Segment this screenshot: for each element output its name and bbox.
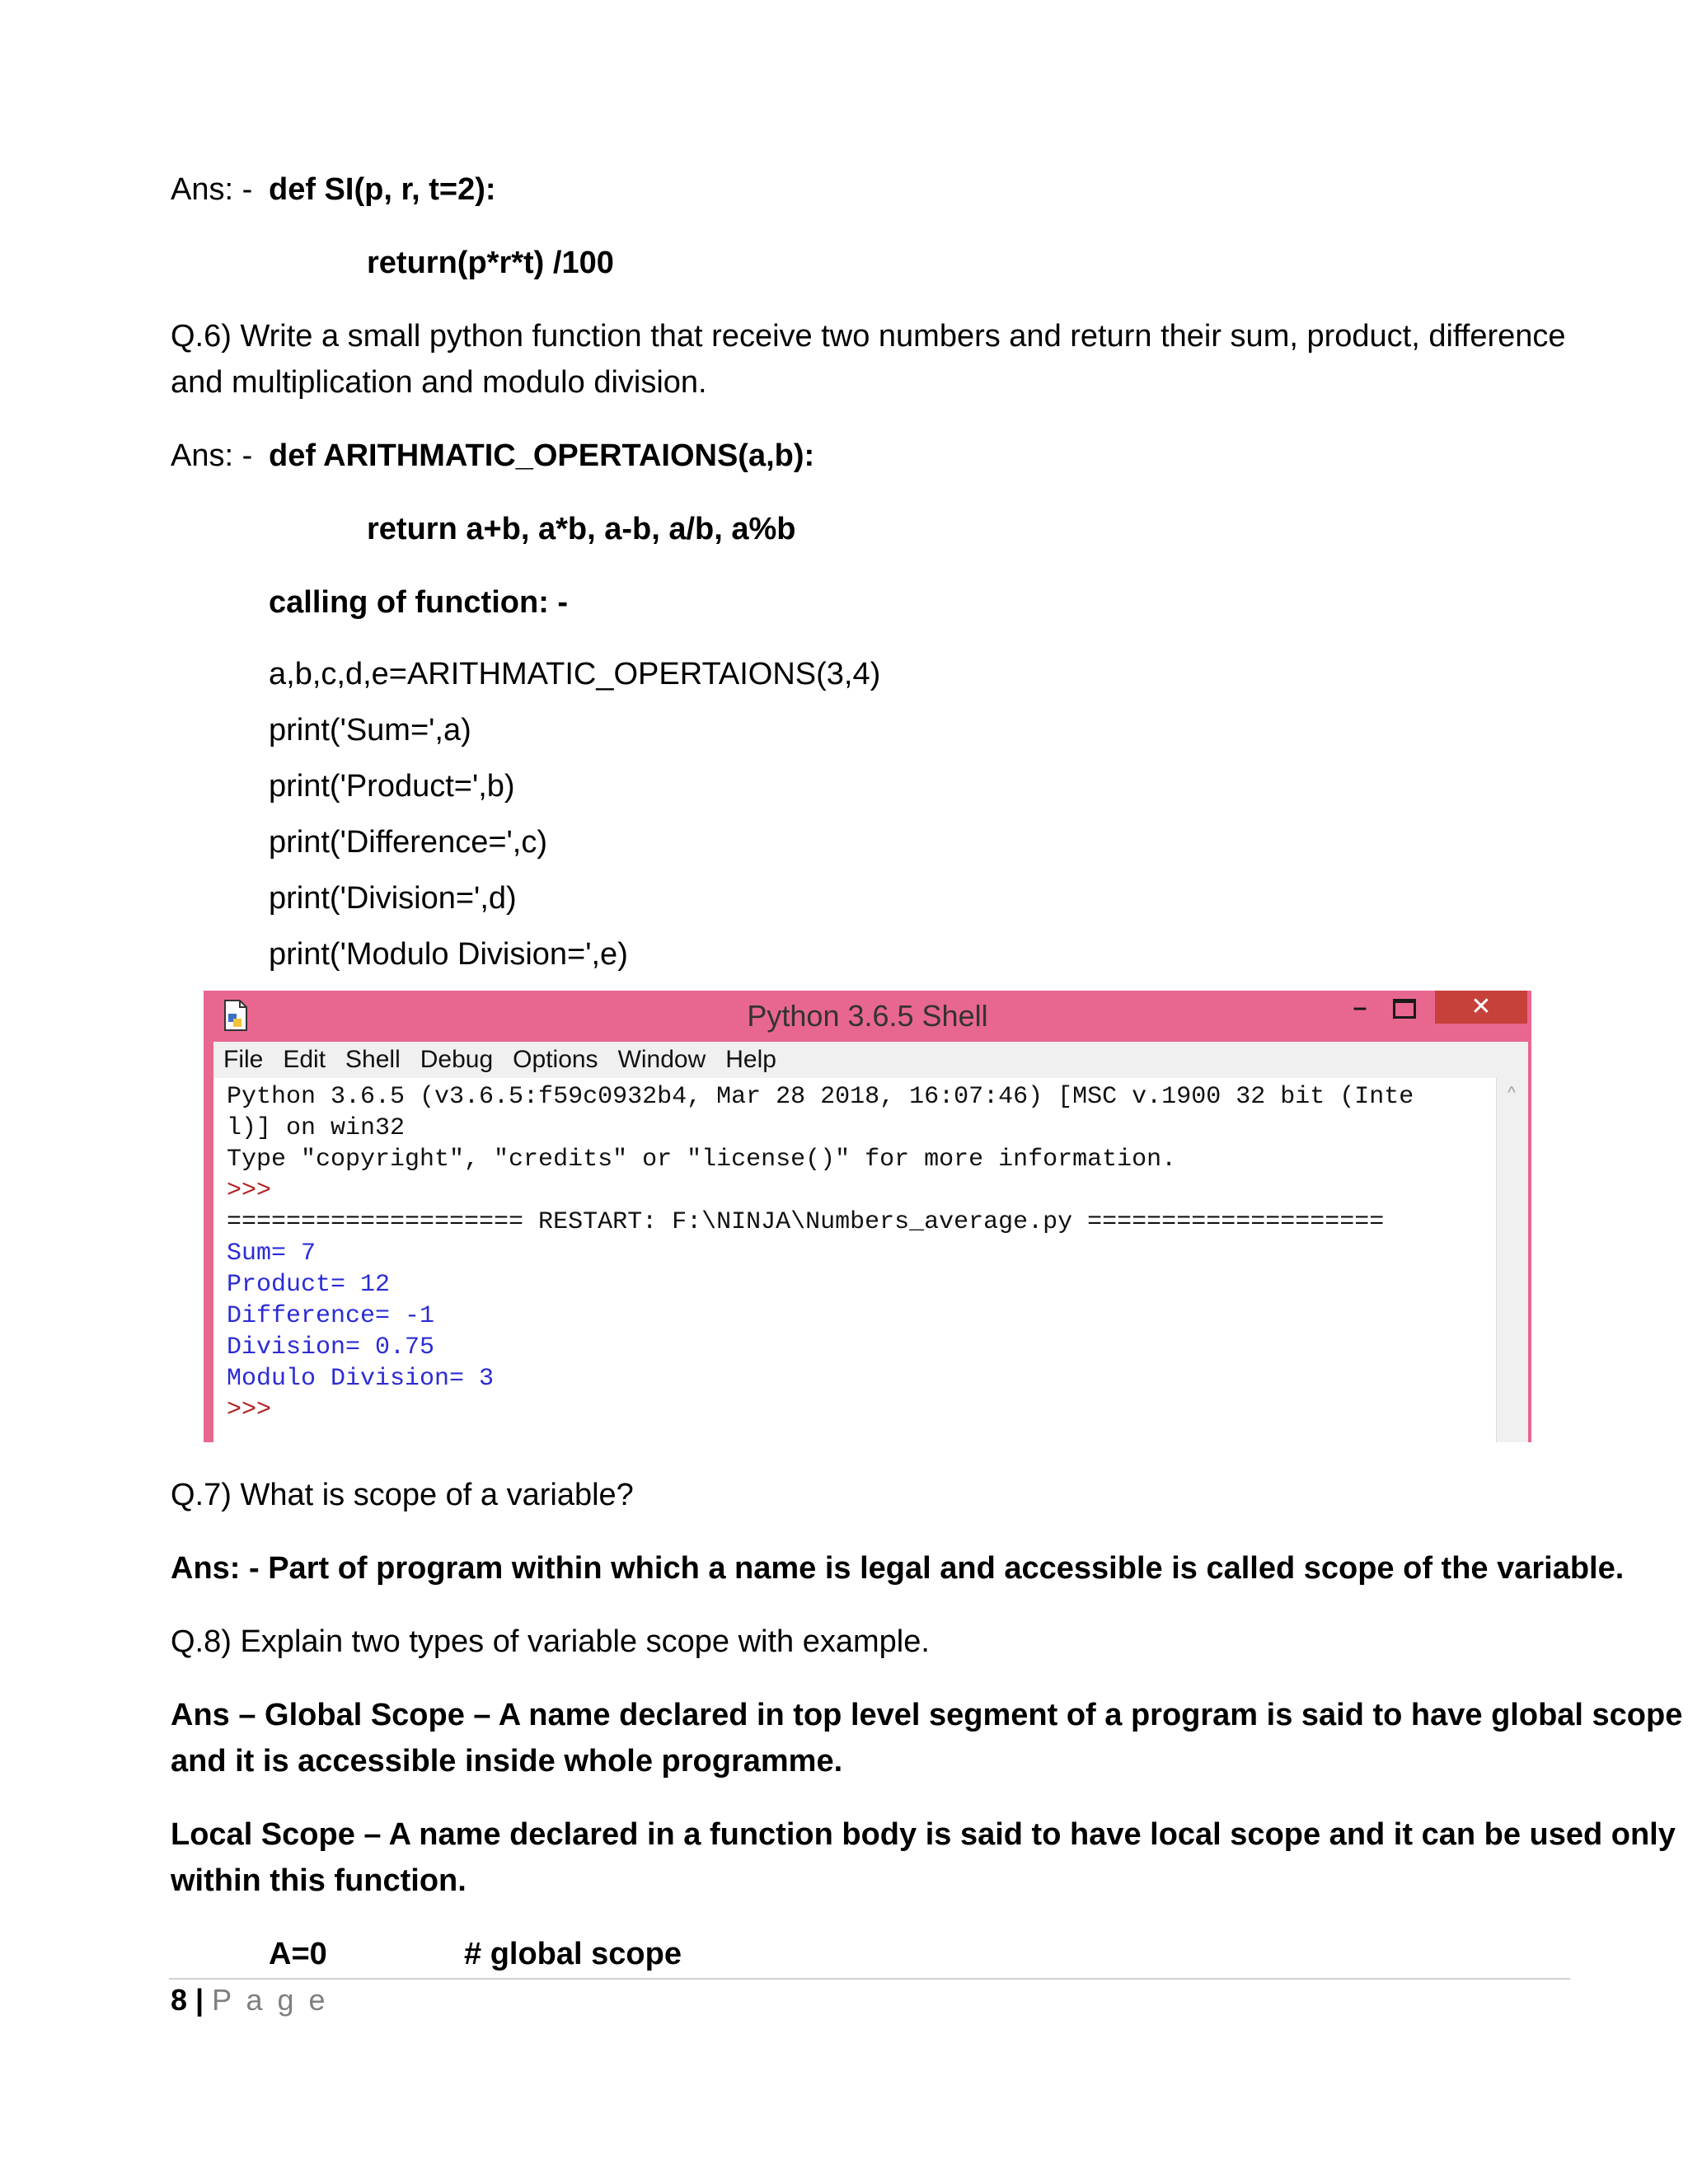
shell-header-line: l)] on win32 [227, 1114, 406, 1142]
q8-comment: # global scope [464, 1937, 682, 1971]
shell-scrollbar[interactable] [1496, 1078, 1528, 1442]
menu-edit[interactable]: Edit [283, 1046, 326, 1073]
calling-line: a,b,c,d,e=ARITHMATIC_OPERTAIONS(3,4) [269, 657, 881, 691]
calling-line: print('Product=',b) [269, 769, 515, 804]
close-icon[interactable]: ✕ [1435, 991, 1527, 1024]
q7-answer: Ans: - Part of program within which a name is legal and accessible is called scope of the variable. [171, 1551, 1625, 1586]
menu-debug[interactable]: Debug [420, 1046, 494, 1073]
q8-code: A=0 [269, 1937, 327, 1971]
q5-ans-prefix: Ans: - [171, 172, 253, 207]
calling-line: print('Division=',d) [269, 881, 517, 916]
q8-global-line2: and it is accessible inside whole programme. [171, 1744, 843, 1779]
shell-header-line: Type "copyright", "credits" or "license()" for more information. [227, 1146, 1177, 1174]
footer-rule [169, 1978, 1570, 1980]
shell-output-line: Sum= 7 [227, 1240, 316, 1268]
menu-options[interactable]: Options [513, 1046, 598, 1073]
menu-shell[interactable]: Shell [345, 1046, 401, 1073]
q6-ans-prefix: Ans: - [171, 438, 253, 473]
q6-question-line1: Q.6) Write a small python function that receive two numbers and return their sum, product, difference [171, 319, 1566, 354]
shell-menubar [213, 1042, 1528, 1079]
q8-local-line2: within this function. [171, 1863, 467, 1898]
q6-code-return: return a+b, a*b, a-b, a/b, a%b [367, 512, 796, 546]
q5-code-return: return(p*r*t) /100 [367, 246, 614, 280]
maximize-icon[interactable] [1384, 994, 1425, 1022]
python-shell-window [204, 991, 1531, 1442]
page-separator: | [195, 1983, 204, 2017]
shell-output-line: Modulo Division= 3 [227, 1365, 495, 1393]
shell-output-line: Product= 12 [227, 1271, 391, 1299]
menu-window[interactable]: Window [617, 1046, 706, 1073]
scroll-up-icon[interactable]: ^ [1507, 1084, 1516, 1102]
q8-global-line1: Ans – Global Scope – A name declared in top level segment of a program is said to have global scope [171, 1698, 1683, 1732]
calling-line: print('Sum=',a) [269, 713, 471, 748]
shell-header-line: Python 3.6.5 (v3.6.5:f59c0932b4, Mar 28 2018, 16:07:46) [MSC v.1900 32 bit (Inte [227, 1083, 1414, 1111]
minimize-icon[interactable]: – [1353, 994, 1367, 1021]
calling-line: print('Modulo Division=',e) [269, 937, 628, 972]
shell-output-line: Division= 0.75 [227, 1333, 435, 1361]
q6-code-def: def ARITHMATIC_OPERTAIONS(a,b): [269, 438, 815, 473]
q6-calling-label: calling of function: - [269, 585, 569, 620]
q8-local-line1: Local Scope – A name declared in a function body is said to have local scope and it can be used only [171, 1817, 1676, 1852]
shell-output-line: Difference= -1 [227, 1302, 435, 1330]
page-footer [171, 1981, 329, 2019]
shell-title: Python 3.6.5 Shell [747, 999, 988, 1033]
menu-file[interactable]: File [223, 1046, 264, 1073]
shell-restart-line: ==================== RESTART: F:\NINJA\Numbers_average.py ==================== [227, 1208, 1385, 1236]
menu-help[interactable]: Help [725, 1046, 776, 1073]
page-label: P a g e [212, 1983, 329, 2017]
shell-prompt: >>> [227, 1396, 272, 1424]
q6-question-line2: and multiplication and modulo division. [171, 365, 707, 400]
shell-prompt: >>> [227, 1177, 272, 1205]
q5-code-def: def SI(p, r, t=2): [269, 172, 496, 207]
shell-console[interactable] [213, 1078, 1528, 1442]
q7-question: Q.7) What is scope of a variable? [171, 1478, 634, 1512]
calling-line: print('Difference=',c) [269, 825, 547, 860]
page-number: 8 [171, 1983, 188, 2017]
q8-question: Q.8) Explain two types of variable scope with example. [171, 1624, 930, 1659]
shell-titlebar [204, 991, 1531, 1042]
